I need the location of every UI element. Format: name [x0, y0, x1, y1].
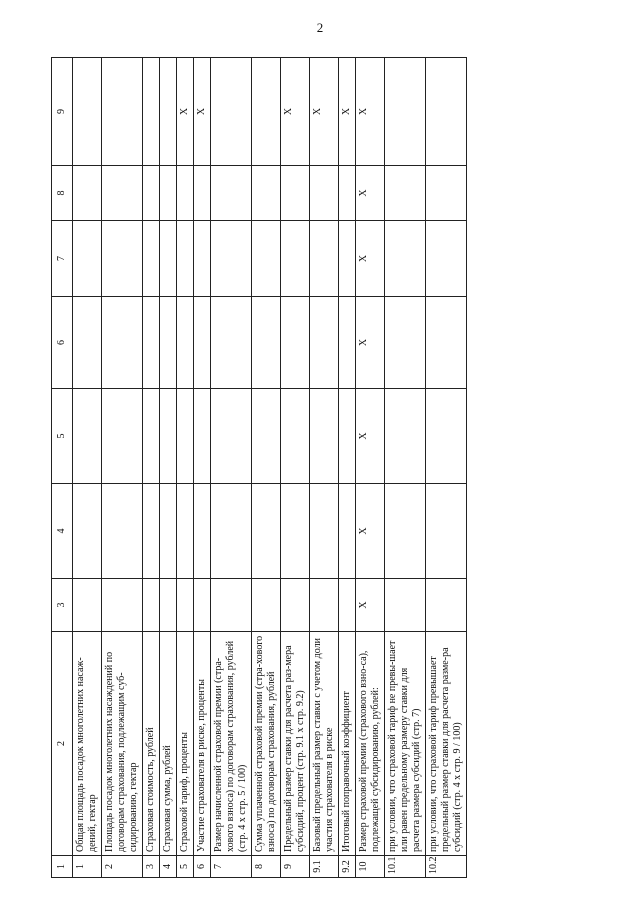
- row-description: Общая площадь посадок многолетних насаж-дений, гектар: [73, 632, 102, 856]
- row-description: Страховая сумма, рублей: [160, 632, 177, 856]
- mark-cell: [281, 579, 310, 632]
- row-number: 8: [252, 856, 281, 878]
- mark-cell: [252, 579, 281, 632]
- mark-cell: [160, 297, 177, 389]
- header-row: [52, 58, 73, 878]
- header-cell: 7: [52, 221, 73, 297]
- mark-cell: [160, 221, 177, 297]
- table-row: [310, 58, 339, 878]
- mark-cell: [73, 221, 102, 297]
- mark-cell: [426, 484, 467, 579]
- header-cell: 9: [52, 58, 73, 166]
- header-cell: 2: [52, 632, 73, 856]
- header-cell: 1: [52, 856, 73, 878]
- mark-cell: [385, 221, 426, 297]
- mark-cell: [194, 166, 211, 221]
- mark-cell: [426, 389, 467, 484]
- mark-cell: [73, 297, 102, 389]
- table-row: [339, 58, 356, 878]
- mark-cell: [177, 389, 194, 484]
- row-description: Участие страхователя в риске, проценты: [194, 632, 211, 856]
- row-description: Площадь посадок многолетних насаждений по договорам страхования, подлежащим суб-сидированию, гектар: [102, 632, 143, 856]
- mark-cell: [281, 221, 310, 297]
- mark-cell: [102, 221, 143, 297]
- mark-cell: [73, 389, 102, 484]
- mark-cell: [211, 484, 252, 579]
- header-cell: 8: [52, 166, 73, 221]
- mark-cell: [252, 389, 281, 484]
- mark-cell: [194, 484, 211, 579]
- mark-cell: X: [194, 58, 211, 166]
- mark-cell: [310, 166, 339, 221]
- mark-cell: [385, 484, 426, 579]
- mark-cell: X: [356, 579, 385, 632]
- row-description: Сумма уплаченной страховой премии (стра-хового взноса) по договорам страхования, рублей: [252, 632, 281, 856]
- row-description: Страховая стоимость, рублей: [143, 632, 160, 856]
- mark-cell: [143, 297, 160, 389]
- mark-cell: X: [177, 58, 194, 166]
- row-number: 10.1: [385, 856, 426, 878]
- mark-cell: [252, 166, 281, 221]
- table-row: [281, 58, 310, 878]
- mark-cell: X: [356, 297, 385, 389]
- mark-cell: [102, 166, 143, 221]
- rotated-table-frame: [51, 58, 469, 878]
- mark-cell: [385, 166, 426, 221]
- mark-cell: [102, 484, 143, 579]
- mark-cell: [160, 166, 177, 221]
- row-number: 1: [73, 856, 102, 878]
- row-description: Базовый предельный размер ставки с учетом доли участия страхователя в риске: [310, 632, 339, 856]
- mark-cell: [252, 484, 281, 579]
- mark-cell: [310, 484, 339, 579]
- mark-cell: [310, 221, 339, 297]
- mark-cell: [102, 297, 143, 389]
- table-row: [252, 58, 281, 878]
- mark-cell: [143, 579, 160, 632]
- mark-cell: [426, 579, 467, 632]
- mark-cell: [177, 221, 194, 297]
- row-description: Предельный размер ставки для расчета раз-мера субсидий, процент (стр. 9.1 х стр. 9.2): [281, 632, 310, 856]
- mark-cell: [339, 166, 356, 221]
- mark-cell: [102, 389, 143, 484]
- row-number: 6: [194, 856, 211, 878]
- row-description: при условии, что страховой тариф не превы-шает или равен предельному размеру ставки для расчета размера субсидий (стр. 7): [385, 632, 426, 856]
- mark-cell: [177, 484, 194, 579]
- row-number: 10.2: [426, 856, 467, 878]
- mark-cell: [339, 579, 356, 632]
- mark-cell: [177, 297, 194, 389]
- mark-cell: [102, 58, 143, 166]
- row-number: 9.2: [339, 856, 356, 878]
- table-wrapper: [51, 58, 469, 878]
- mark-cell: X: [356, 221, 385, 297]
- mark-cell: [211, 221, 252, 297]
- mark-cell: [310, 389, 339, 484]
- page-number: 2: [316, 20, 324, 35]
- mark-cell: [160, 579, 177, 632]
- table-row: [211, 58, 252, 878]
- mark-cell: X: [339, 58, 356, 166]
- mark-cell: [73, 579, 102, 632]
- mark-cell: [385, 297, 426, 389]
- table-row: [143, 58, 160, 878]
- mark-cell: [160, 58, 177, 166]
- header-cell: 4: [52, 484, 73, 579]
- mark-cell: X: [356, 484, 385, 579]
- mark-cell: X: [310, 58, 339, 166]
- mark-cell: [426, 297, 467, 389]
- mark-cell: [426, 221, 467, 297]
- mark-cell: [211, 58, 252, 166]
- mark-cell: [194, 389, 211, 484]
- mark-cell: [252, 58, 281, 166]
- row-description: Размер начисленной страховой премии (стра-хового взноса) по договорам страхования, рублей (стр. 4 х стр. 5 / 100): [211, 632, 252, 856]
- table-row: [73, 58, 102, 878]
- mark-cell: [281, 484, 310, 579]
- mark-cell: [160, 484, 177, 579]
- mark-cell: [194, 221, 211, 297]
- mark-cell: [102, 579, 143, 632]
- mark-cell: [426, 166, 467, 221]
- table-row: [177, 58, 194, 878]
- table-row: [102, 58, 143, 878]
- mark-cell: [211, 389, 252, 484]
- row-number: 10: [356, 856, 385, 878]
- mark-cell: [339, 221, 356, 297]
- mark-cell: [310, 297, 339, 389]
- mark-cell: [339, 389, 356, 484]
- mark-cell: [385, 389, 426, 484]
- insurance-table: [51, 57, 467, 878]
- header-cell: 5: [52, 389, 73, 484]
- table-row: [426, 58, 467, 878]
- row-number: 2: [102, 856, 143, 878]
- mark-cell: [194, 579, 211, 632]
- mark-cell: X: [356, 389, 385, 484]
- mark-cell: [426, 58, 467, 166]
- table-row: [160, 58, 177, 878]
- table-body: [73, 58, 467, 878]
- mark-cell: [339, 484, 356, 579]
- mark-cell: [143, 221, 160, 297]
- mark-cell: [143, 484, 160, 579]
- mark-cell: [211, 579, 252, 632]
- row-number: 5: [177, 856, 194, 878]
- mark-cell: [310, 579, 339, 632]
- header-cell: 3: [52, 579, 73, 632]
- header-cell: 6: [52, 297, 73, 389]
- mark-cell: [177, 579, 194, 632]
- mark-cell: [281, 166, 310, 221]
- row-description: Размер страховой премии (страхового взно-са), подлежащей субсидированию, рублей:: [356, 632, 385, 856]
- mark-cell: [73, 58, 102, 166]
- table-row: [356, 58, 385, 878]
- row-number: 4: [160, 856, 177, 878]
- table-row: [194, 58, 211, 878]
- mark-cell: [143, 166, 160, 221]
- row-number: 9: [281, 856, 310, 878]
- row-description: Итоговый поправочный коэффициент: [339, 632, 356, 856]
- mark-cell: [339, 297, 356, 389]
- mark-cell: [143, 389, 160, 484]
- mark-cell: [211, 166, 252, 221]
- mark-cell: [177, 166, 194, 221]
- mark-cell: [143, 58, 160, 166]
- mark-cell: X: [356, 58, 385, 166]
- row-number: 3: [143, 856, 160, 878]
- row-number: 9.1: [310, 856, 339, 878]
- mark-cell: [211, 297, 252, 389]
- row-description: Страховой тариф, проценты: [177, 632, 194, 856]
- mark-cell: [385, 579, 426, 632]
- mark-cell: X: [356, 166, 385, 221]
- mark-cell: [73, 484, 102, 579]
- mark-cell: [281, 389, 310, 484]
- mark-cell: [385, 58, 426, 166]
- row-number: 7: [211, 856, 252, 878]
- mark-cell: X: [281, 58, 310, 166]
- mark-cell: [160, 389, 177, 484]
- row-description: при условии, что страховой тариф превышает предельный размер ставки для расчета разме-ра субсидий (стр. 4 х стр. 9 / 100): [426, 632, 467, 856]
- table-row: [385, 58, 426, 878]
- mark-cell: [194, 297, 211, 389]
- mark-cell: [73, 166, 102, 221]
- mark-cell: [252, 221, 281, 297]
- mark-cell: [281, 297, 310, 389]
- mark-cell: [252, 297, 281, 389]
